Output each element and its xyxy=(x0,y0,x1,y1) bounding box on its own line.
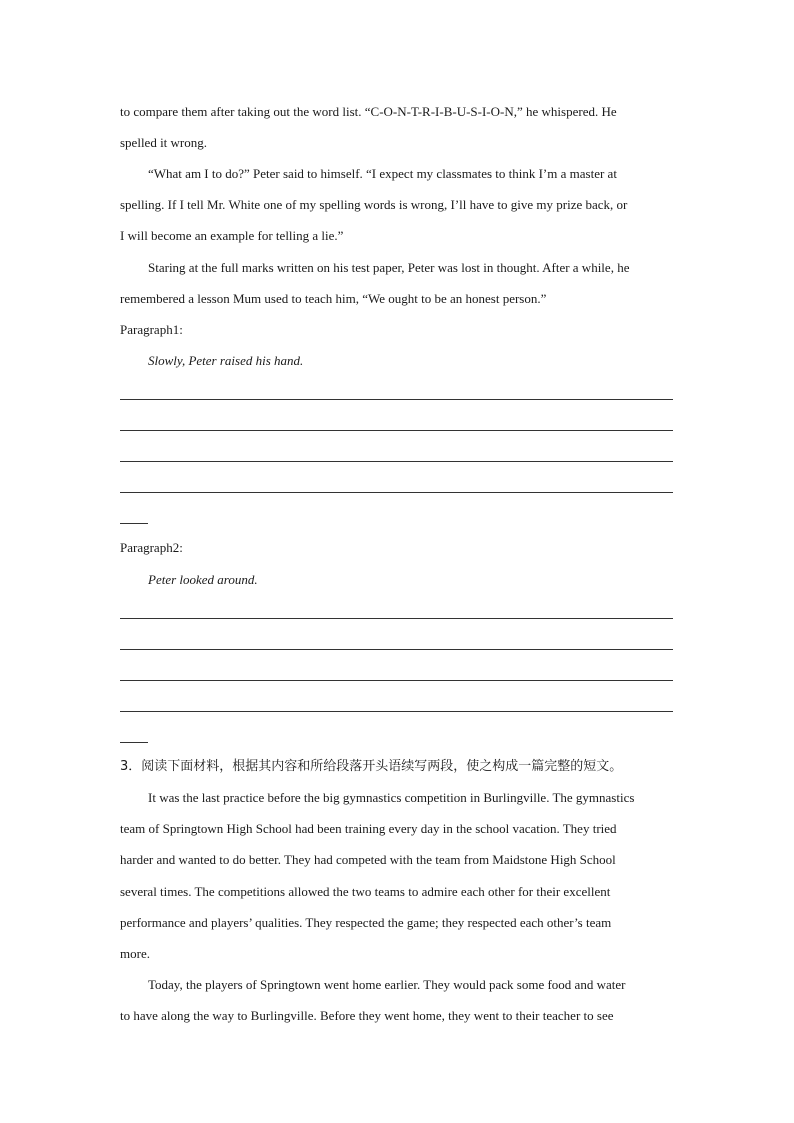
question3-line-1: It was the last practice before the big gymnastics competition in Burlingville. The gymnastics xyxy=(148,790,635,805)
question3-line-6: more. xyxy=(120,946,150,961)
question3-heading: 3．阅读下面材料，根据其内容和所给段落开头语续写两段，使之构成一篇完整的短文。 xyxy=(120,759,623,774)
story-line-4: spelling. If I tell Mr. White one of my spelling words is wrong, I’ll have to give my prize back, or xyxy=(120,197,628,212)
question3-line-5: performance and players’ qualities. They respected the game; they respected each other’s team xyxy=(120,915,612,930)
writing-line[interactable] xyxy=(120,399,673,400)
writing-line[interactable] xyxy=(120,711,673,712)
story-line-6: Staring at the full marks written on his test paper, Peter was lost in thought. After a while, he xyxy=(148,260,630,275)
writing-line[interactable] xyxy=(120,680,673,681)
writing-line-end[interactable] xyxy=(120,523,148,524)
story-line-7: remembered a lesson Mum used to teach him, “We ought to be an honest person.” xyxy=(120,291,547,306)
writing-line[interactable] xyxy=(120,492,673,493)
paragraph2-opening: Peter looked around. xyxy=(148,572,258,587)
story-line-3: “What am I to do?” Peter said to himself. “I expect my classmates to think I’m a master at xyxy=(148,166,617,181)
question3-line-3: harder and wanted to do better. They had competed with the team from Maidstone High School xyxy=(120,852,616,867)
question3-line-7: Today, the players of Springtown went home earlier. They would pack some food and water xyxy=(148,977,626,992)
question3-line-8: to have along the way to Burlingville. Before they went home, they went to their teacher to see xyxy=(120,1008,614,1023)
writing-line[interactable] xyxy=(120,430,673,431)
question3-line-4: several times. The competitions allowed the two teams to admire each other for their excellent xyxy=(120,884,611,899)
story-line-2: spelled it wrong. xyxy=(120,135,208,150)
paragraph2-label: Paragraph2: xyxy=(120,540,183,555)
story-line-5: I will become an example for telling a lie.” xyxy=(120,228,344,243)
writing-line[interactable] xyxy=(120,649,673,650)
writing-line-end[interactable] xyxy=(120,742,148,743)
paragraph1-opening: Slowly, Peter raised his hand. xyxy=(148,353,304,368)
question3-line-2: team of Springtown High School had been training every day in the school vacation. They tried xyxy=(120,821,617,836)
paragraph1-label: Paragraph1: xyxy=(120,322,183,337)
writing-line[interactable] xyxy=(120,461,673,462)
writing-line[interactable] xyxy=(120,618,673,619)
story-line-1: to compare them after taking out the word list. “C-O-N-T-R-I-B-U-S-I-O-N,” he whispered. He xyxy=(120,104,617,119)
